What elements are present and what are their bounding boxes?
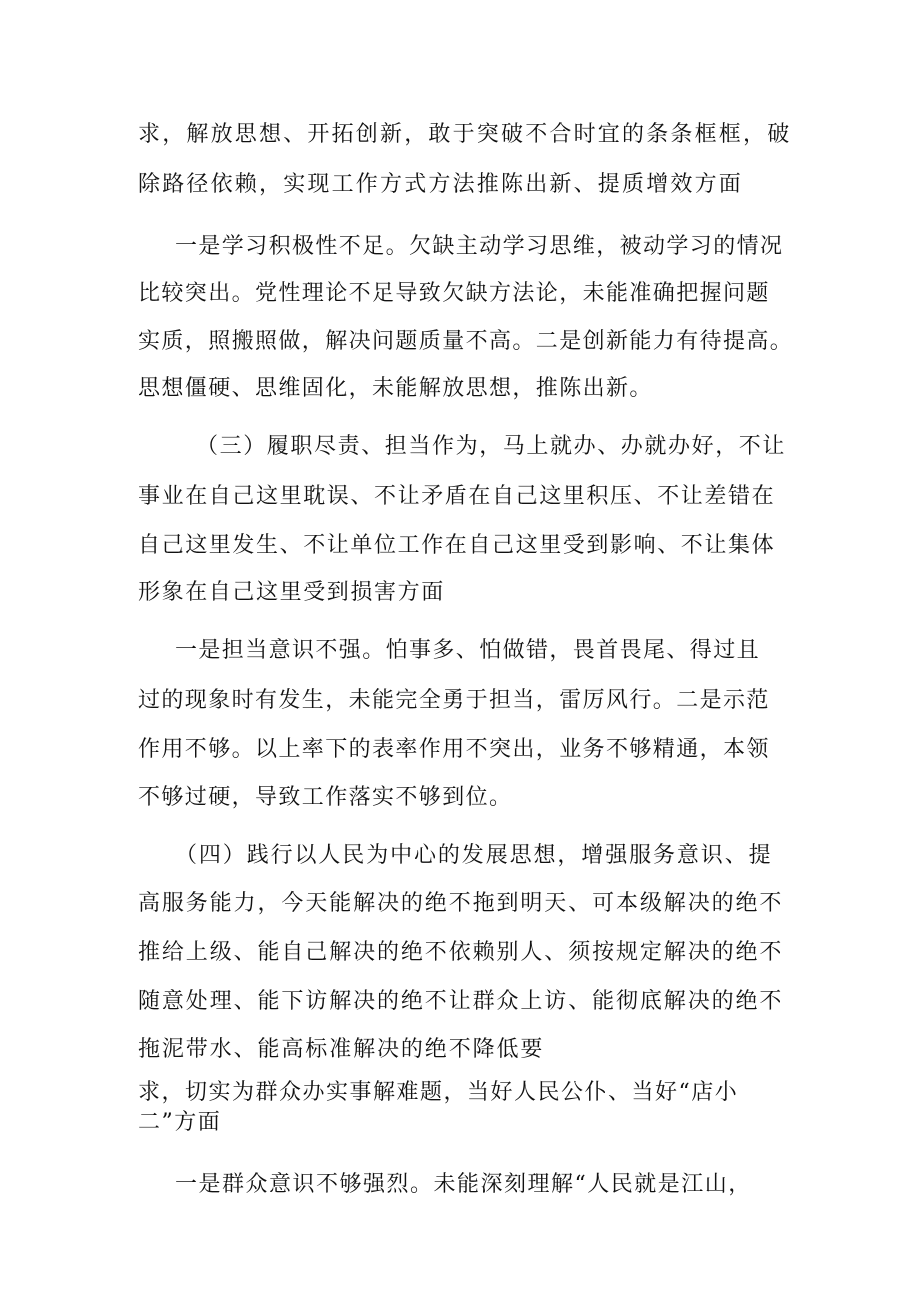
section-heading-line: 事业在自己这里耽误、不让矛盾在自己这里积压、不让差错在 (138, 484, 776, 509)
text-line: 比较突出。党性理论不足导致欠缺方法论，未能准确把握问题 (138, 281, 770, 306)
section-heading-line: 拖泥带水、能高标准解决的绝不降低要 (138, 1037, 545, 1062)
paragraph-start-line: 一是群众意识不够强烈。未能深刻理解“人民就是江山， (175, 1172, 752, 1197)
text-line: 除路径依赖，实现工作方式方法推陈出新、提质增效方面 (138, 172, 744, 197)
section-heading-line: 自己这里发生、不让单位工作在自己这里受到影响、不让集体 (138, 533, 776, 558)
section-heading-line: （四）践行以人民为中心的发展思想，增强服务意识、提 (175, 843, 773, 868)
section-heading-line: 随意处理、能下访解决的绝不让群众上访、能彻底解决的绝不 (138, 989, 784, 1014)
paragraph-start-line: 一是学习积极性不足。欠缺主动学习思维，被动学习的情况 (175, 234, 784, 259)
paragraph-start-line: 一是担当意识不强。怕事多、怕做错，畏首畏尾、得过且 (175, 638, 761, 663)
text-line: 作用不够。以上率下的表率作用不突出，业务不够精通，本领 (138, 737, 770, 762)
text-line: 不够过硬，导致工作落实不够到位。 (138, 785, 513, 810)
section-heading-line: 求，切实为群众办实事解难题，当好人民公仆、当好“店小 (138, 1080, 739, 1105)
text-line: 求，解放思想、开拓创新，敢于突破不合时宜的条条框框，破 (138, 122, 792, 147)
text-line: 思想僵硬、思维固化，未能解放思想，推陈出新。 (138, 376, 653, 401)
section-heading-line: 二”方面 (138, 1110, 222, 1135)
section-heading-line: （三）履职尽责、担当作为，马上就办、办就办好，不让 (196, 434, 787, 459)
section-heading-line: 形象在自己这里受到损害方面 (138, 580, 445, 605)
text-line: 过的现象时有发生，未能完全勇于担当，雷厉风行。二是示范 (138, 688, 770, 713)
section-heading-line: 推给上级、能自己解决的绝不依赖别人、须按规定解决的绝不 (138, 940, 784, 965)
section-heading-line: 高服务能力，今天能解决的绝不拖到明天、可本级解决的绝不 (138, 891, 784, 916)
text-line: 实质，照搬照做，解决问题质量不高。二是创新能力有待提高。 (138, 329, 794, 354)
